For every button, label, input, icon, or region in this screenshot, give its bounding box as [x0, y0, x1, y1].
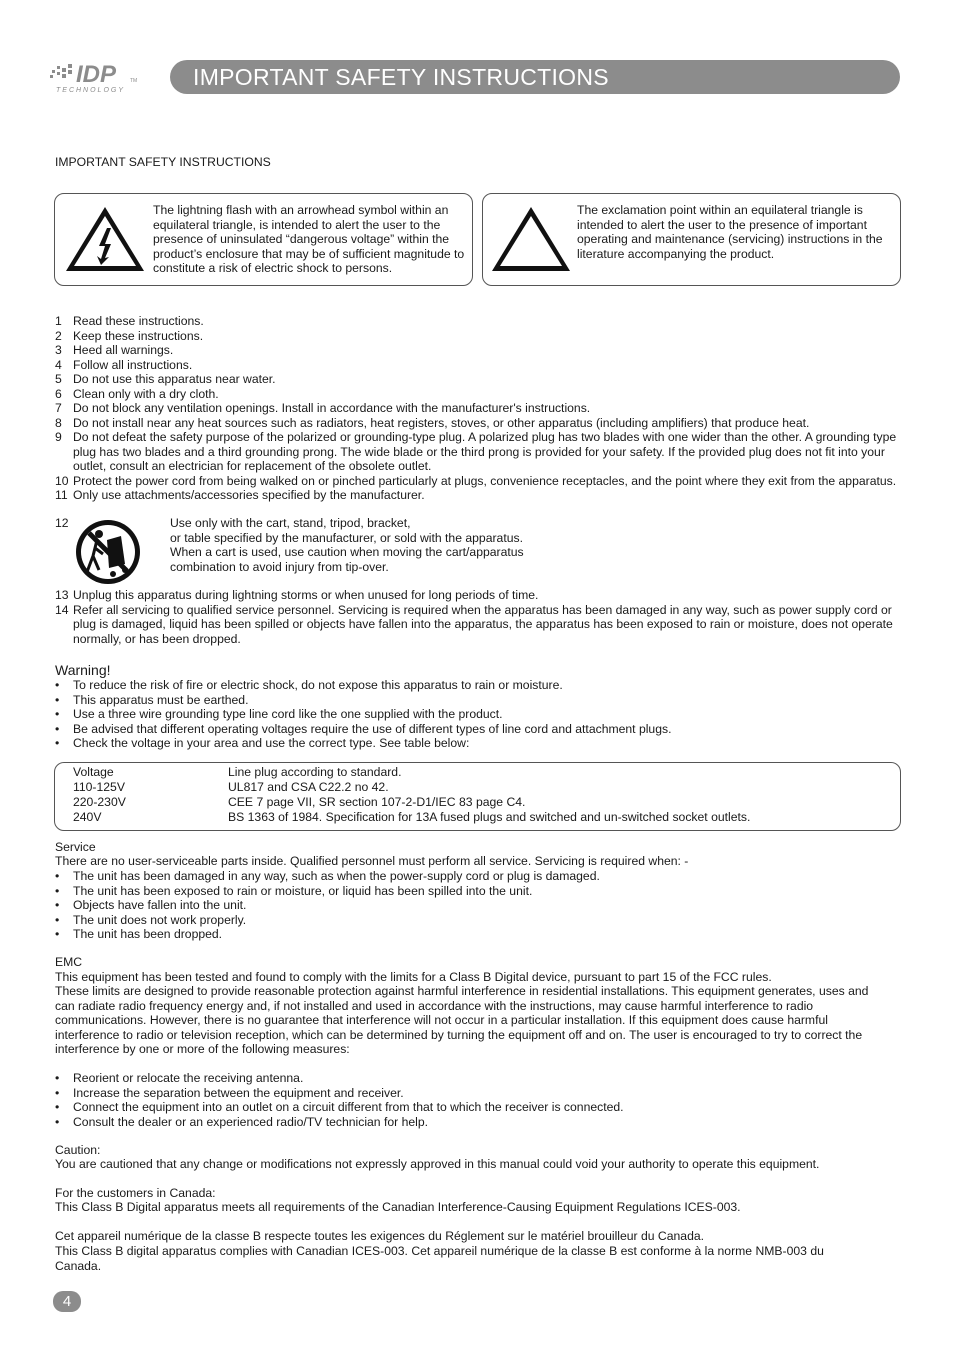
plug-cell: BS 1363 of 1984. Specification for 13A fused plugs and switched and un-switched socket outlets.	[228, 810, 751, 824]
item-text: Clean only with a dry cloth.	[73, 386, 219, 401]
instructions-list	[55, 314, 900, 503]
caution-heading: Caution:	[55, 1143, 101, 1157]
list-item: • Objects have fallen into the unit.	[55, 898, 247, 912]
item-number: 7	[55, 401, 62, 415]
voltage-cell: 110-125V	[73, 780, 125, 794]
cart-instruction-text	[170, 516, 590, 574]
item-number: 6	[55, 386, 62, 401]
item-number: 9	[55, 430, 62, 444]
item-text: Heed all warnings.	[73, 343, 174, 357]
item-text: Keep these instructions.	[73, 328, 204, 343]
item-text: This apparatus must be earthed.	[73, 692, 249, 707]
item-text: Do not use this apparatus near water.	[73, 372, 276, 386]
plug-cell: CEE 7 page VII, SR section 107-2-D1/IEC 83 page C4.	[228, 795, 526, 809]
page-title: IMPORTANT SAFETY INSTRUCTIONS	[193, 64, 609, 90]
canada-heading: For the customers in Canada:	[55, 1186, 216, 1200]
list-item: • Use a three wire grounding type line cord like the one supplied with the product.	[55, 707, 503, 721]
voltage-cell: 240V	[73, 810, 102, 824]
section-subtitle: IMPORTANT SAFETY INSTRUCTIONS	[55, 155, 271, 169]
lightning-warning-icon	[63, 204, 147, 274]
lightning-symbol-box	[54, 193, 473, 286]
list-item: • To reduce the risk of fire or electric shock, do not expose this apparatus to rain or moisture.	[55, 678, 563, 692]
item-text: Unplug this apparatus during lightning storms or when unused for long periods of time.	[73, 588, 539, 602]
cart-tip-over-icon	[73, 518, 143, 586]
item-number: 13	[55, 588, 69, 602]
voltage-table	[54, 762, 901, 831]
list-item	[55, 314, 900, 329]
item-number: 8	[55, 415, 62, 430]
item-text: The unit does not work properly.	[73, 912, 247, 927]
caution-text: You are cautioned that any change or modifications not expressly approved in this manual could void your authority to operate this equipment.	[55, 1157, 820, 1171]
list-item	[55, 387, 900, 402]
text-line: When a cart is used, use caution when moving the cart/apparatus	[170, 545, 524, 559]
exclamation-warning-icon	[489, 204, 573, 274]
brand-logo	[48, 58, 148, 98]
list-item: • The unit has been dropped.	[55, 927, 223, 941]
item-number: 12	[55, 516, 69, 530]
logo-tm: TM	[130, 78, 138, 84]
item-text: The unit has been dropped.	[73, 927, 223, 941]
list-item: • The unit has been exposed to rain or moisture, or liquid has been spilled into the unit.	[55, 883, 533, 898]
item-number: 3	[55, 343, 62, 357]
list-item: • This apparatus must be earthed.	[55, 692, 249, 707]
item-number: 14	[55, 602, 69, 617]
emc-paragraph-2: These limits are designed to provide reasonable protection against harmful interference in residential installations. This equipment generates, uses and can radiate radio frequency energy and, if not installed and used in accordance with the instructions, may cause harmful interference to radio communications. However, there is no guarantee that interference will not occur in a particular installation. If this equipment does cause harmful interference to radio or television reception, which can be determined by turning the equipment off and on. The user is encouraged to try to correct the interference by one or more of the following measures:	[55, 984, 869, 1056]
instructions-list-continued	[55, 588, 900, 646]
list-item	[55, 416, 900, 431]
list-item	[55, 358, 900, 373]
voltage-cell: Voltage	[73, 765, 114, 779]
warning-heading: Warning!	[55, 662, 111, 678]
item-text: To reduce the risk of fire or electric shock, do not expose this apparatus to rain or moisture.	[73, 678, 563, 692]
list-item: • Consult the dealer or an experienced radio/TV technician for help.	[55, 1114, 429, 1129]
list-item	[55, 603, 900, 647]
item-text: Do not defeat the safety purpose of the polarized or grounding-type plug. A polarized plug has two blades with one wider than the other. A grounding type plug has two blades and a third grounding prong. The wide blade or the third prong is provided for your safety. If the provided plug does not fit into your outlet, consult an electrician for replacement of the obsolete outlet.	[73, 430, 897, 473]
item-text: Check the voltage in your area and use the correct type. See table below:	[73, 736, 470, 750]
item-text: Increase the separation between the equipment and receiver.	[73, 1085, 404, 1100]
item-number: 2	[55, 328, 62, 343]
logo-text: IDP	[76, 61, 117, 88]
plug-cell: Line plug according to standard.	[228, 765, 402, 779]
item-text: Objects have fallen into the unit.	[73, 898, 247, 912]
item-text: The unit has been exposed to rain or moisture, or liquid has been spilled into the unit.	[73, 883, 533, 898]
item-text: Read these instructions.	[73, 314, 204, 328]
list-item: • The unit does not work properly.	[55, 912, 247, 927]
item-number: 1	[55, 314, 62, 328]
service-list	[55, 869, 900, 942]
item-number: 11	[55, 488, 68, 502]
item-number: 4	[55, 357, 62, 372]
logo-graphic	[48, 58, 148, 98]
item-text: Consult the dealer or an experienced radio/TV technician for help.	[73, 1114, 429, 1129]
list-item	[55, 430, 900, 474]
item-text: Follow all instructions.	[73, 357, 193, 372]
canada-french-text: Cet appareil numérique de la classe B respecte toutes les exigences du Réglement sur le matériel brouilleur du Canada.	[55, 1229, 705, 1243]
item-text: Refer all servicing to qualified service personnel. Servicing is required when the apparatus has been damaged in any way, such as power supply cord or plug is damaged, liquid has been spilled or objects have fallen into the apparatus, the apparatus has been exposed to rain or moisture, does not operate normally, or has been dropped.	[73, 602, 893, 646]
text-line: combination to avoid injury from tip-over.	[170, 559, 389, 574]
list-item	[55, 488, 900, 503]
list-item	[55, 588, 900, 603]
page-number: 4	[53, 1291, 81, 1312]
list-item: • Check the voltage in your area and use the correct type. See table below:	[55, 736, 470, 750]
item-text: Do not block any ventilation openings. Install in accordance with the manufacturer's instructions.	[73, 401, 591, 415]
service-intro: There are no user-serviceable parts inside. Qualified personnel must perform all service. Servicing is required when: -	[55, 854, 689, 868]
emc-measures-list	[55, 1071, 900, 1129]
item-text: Do not install near any heat sources such as radiators, heat registers, stoves, or other apparatus (including amplifiers) that produce heat.	[73, 415, 810, 430]
list-item: • Reorient or relocate the receiving antenna.	[55, 1071, 304, 1085]
item-text: Only use attachments/accessories specified by the manufacturer.	[73, 488, 425, 502]
text-line: or table specified by the manufacturer, or sold with the apparatus.	[170, 530, 523, 545]
text-line: Use only with the cart, stand, tripod, bracket,	[170, 516, 411, 530]
list-item: • The unit has been damaged in any way, such as when the power-supply cord or plug is damaged.	[55, 869, 600, 883]
lightning-symbol-text: The lightning flash with an arrowhead symbol within an equilateral triangle, is intended to alert the user to the presence of uninsulated “dangerous voltage” within the product’s enclosure that may be of sufficient magnitude to constitute a risk of electric shock to persons.	[153, 203, 465, 275]
canada-compliance-text: This Class B digital apparatus complies with Canadian ICES-003. Cet appareil numérique de la classe B est conforme à la norme NMB-003 du Canada.	[55, 1244, 824, 1273]
logo-subtext: TECHNOLOGY	[56, 87, 126, 94]
item-text: Connect the equipment into an outlet on a circuit different from that to which the receiver is connected.	[73, 1100, 624, 1114]
cart-instruction	[55, 516, 655, 586]
service-heading: Service	[55, 840, 96, 854]
emc-paragraph-1: This equipment has been tested and found to comply with the limits for a Class B Digital device, pursuant to part 15 of the FCC rules.	[55, 970, 772, 984]
list-item: • Increase the separation between the equipment and receiver.	[55, 1085, 404, 1100]
plug-cell: UL817 and CSA C22.2 no 42.	[228, 780, 389, 794]
exclamation-symbol-box	[482, 193, 901, 286]
item-text: Be advised that different operating voltages require the use of different types of line cord and attachment plugs.	[73, 721, 672, 736]
list-item	[55, 329, 900, 344]
item-number: 5	[55, 372, 62, 386]
voltage-cell: 220-230V	[73, 795, 126, 809]
list-item	[55, 343, 900, 358]
list-item	[55, 401, 900, 416]
canada-text: This Class B Digital apparatus meets all requirements of the Canadian Interference-Causing Equipment Regulations ICES-003.	[55, 1200, 741, 1214]
list-item: • Be advised that different operating voltages require the use of different types of line cord and attachment plugs.	[55, 721, 672, 736]
emc-heading: EMC	[55, 955, 83, 969]
item-number: 10	[55, 473, 69, 488]
list-item	[55, 474, 900, 489]
list-item: • Connect the equipment into an outlet on a circuit different from that to which the receiver is connected.	[55, 1100, 624, 1114]
item-text: The unit has been damaged in any way, such as when the power-supply cord or plug is damaged.	[73, 869, 600, 883]
item-text: Protect the power cord from being walked on or pinched particularly at plugs, convenience receptacles, and the point where they exit from the apparatus.	[73, 473, 897, 488]
list-item	[55, 372, 900, 387]
item-text: Use a three wire grounding type line cord like the one supplied with the product.	[73, 707, 503, 721]
exclamation-symbol-text: The exclamation point within an equilateral triangle is intended to alert the user to the presence of important operating and maintenance (servicing) instructions in the literature accompanying the product.	[577, 203, 883, 261]
warning-list	[55, 678, 900, 751]
item-text: Reorient or relocate the receiving antenna.	[73, 1071, 304, 1085]
